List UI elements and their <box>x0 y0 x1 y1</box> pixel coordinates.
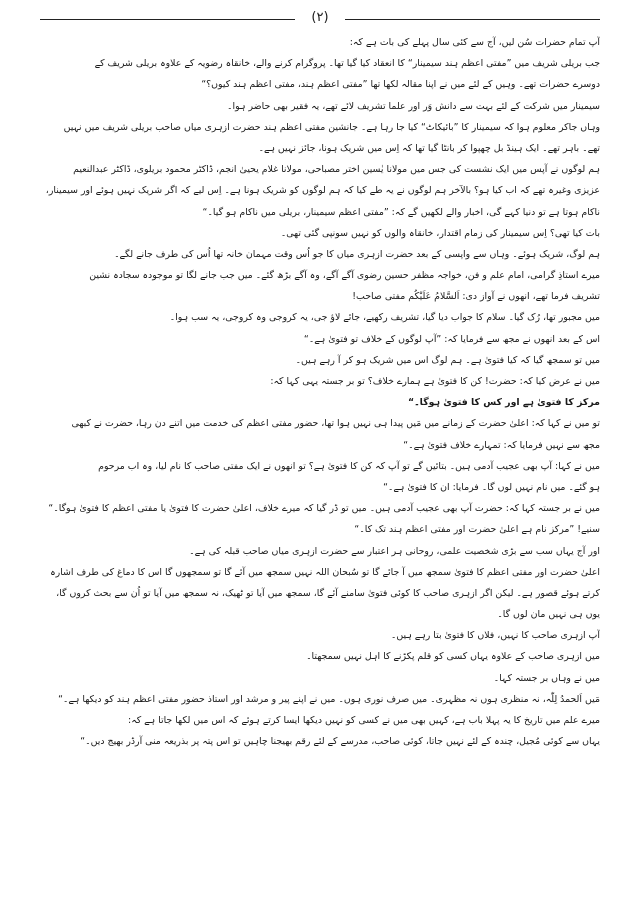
text-line: اس کے بعد انھوں نے مجھ سے فرمایا کہ: ”آپ لوگوں کے خلاف تو فتویٰ ہے۔“ <box>303 333 600 345</box>
text-line: مجھ سے نہیں فرمایا کہ: تمہارے خلاف فتویٰ ہے۔“ <box>403 439 600 451</box>
text-line: کرتے ہوئے قصور ہے۔ لیکن اگر ازہری صاحب کا کوئی فتویٰ سامنے آئے گا، سمجھ میں آیا تو ٹھیک، نہ سمجھ میں آیا تو اُن سے بحث کروں گا، <box>56 587 600 599</box>
text-line: سیمینار میں شرکت کے لئے بہت سے دانش وَر اور علما تشریف لائے تھے، یہ فقیر بھی حاضر ہوا۔ <box>227 100 600 112</box>
text-line: وہاں جاکر معلوم ہوا کہ سیمینار کا ”بائیکاٹ“ کیا جا رہا ہے۔ جانشین مفتی اعظم ہند حضرت ازہری میاں صاحب بریلی شریف میں نہیں <box>63 121 600 133</box>
text-line: یہاں سے کوئی مُجیل، چندہ کے لئے نہیں جاتا، کوئی صاحب، مدرسے کے لئے رقم بھیجنا چاہیں تو اس پتہ پر بذریعہ منی آرڈر بھیج دیں۔“ <box>80 736 600 748</box>
text-line: مَیں اَلحمدُ لِلّٰہ، نہ منظری ہوں نہ مظہری۔ میں صرف نوری ہوں۔ میں نے اپنے پیر و مرشد اور استاذ حضور مفتی اعظم ہند کو دیکھا ہے۔“ <box>58 693 600 705</box>
text-body <box>40 32 600 752</box>
text-line: میرے استاذِ گرامی، امام علم و فن، خواجہ مظفر حسین رضوی آگے آگے، وہ آگے بڑھ گئے۔ میں جب جانے لگا تو موجودہ سجادہ نشین <box>89 270 600 282</box>
text-line: میں نے کہا: آپ بھی عجیب آدمی ہیں۔ بتائیں گے تو آپ کہ کن کا فتویٰ ہے؟ تو انھوں نے ایک مفتی صاحب کا نام لیا، وہ اب مرحوم <box>98 460 600 472</box>
text-line: اعلیٰ حضرت اور مفتی اعظم کا فتویٰ سمجھ میں آ جائے گا تو سُبحان اللہ نہیں سمجھ میں آئے گا تو سمجھوں گا اس کا دماغ کی طرف اشارہ <box>50 566 600 578</box>
text-line: یوں ہی نہیں مان لوں گا۔ <box>497 609 600 621</box>
text-line: بات کیا تھی؟ اِس سیمینار کی زمام اقتدار، خانقاہ والوں کو نہیں سونپی گئی تھی۔ <box>280 227 600 239</box>
text-line: تو میں نے کہا کہ: اعلیٰ حضرت کے زمانے میں مَیں پیدا ہی نہیں ہوا تھا، حضور مفتی اعظم کی خدمت میں اتنے دن رہا، حضرت نے کبھی <box>71 418 600 430</box>
text-line: میں نے بر جستہ کہا کہ: حضرت آپ بھی عجیب آدمی ہیں۔ میں تو ڈر گیا کہ میرے خلاف، اعلیٰ حضرت کا فتویٰ یا مفتی اعظم کا فتویٰ ہوگا۔“ <box>48 503 600 515</box>
page-number: (۲) <box>40 10 600 28</box>
text-line: میں تو سمجھ گیا کہ کیا فتویٰ ہے۔ ہم لوگ اس میں شریک ہو کر آ رہے ہیں۔ <box>295 354 600 366</box>
text-line: آپ تمام حضرات سُن لیں، آج سے کئی سال پہلے کی بات ہے کہ: <box>349 37 600 48</box>
text-line: دوسرے حضرات تھے۔ وہیں کے لئے میں نے اپنا مقالہ لکھا تھا ”مفتی اعظم ہند، مفتی اعظم ہند کیوں؟“ <box>201 79 600 91</box>
text-line: میں نے عرض کیا کہ: حضرت! کن کا فتویٰ ہے ہمارے خلاف؟ تو بر جستہ یہی کہا کہ: <box>270 376 600 387</box>
text-line: جب بریلی شریف میں ”مفتی اعظم ہند سیمینار“ کا انعقاد کیا گیا تھا۔ پروگرام کرنے والے، خانقاہ رضویہ کے علاوہ بریلی شریف کے <box>94 58 600 70</box>
text-line: میں ازہری صاحب کے علاوہ یہاں کسی کو قلم پکڑنے کا اہل نہیں سمجھتا۔ <box>306 651 600 663</box>
text-line: میں مجبور تھا، رُک گیا۔ سلام کا جواب دیا گیا، تشریف رکھیے، جائے لاؤ جی، یہ کروجی وہ کروجی، یہ سب ہوا۔ <box>169 312 600 324</box>
text-line: میں نے وہاں بر جستہ کہا۔ <box>493 672 600 684</box>
text-line: تھے۔ باہر تھے۔ ایک ہینڈ بل چھپوا کر بانٹا گیا تھا کہ اِس میں شریک ہونا، جائز نہیں ہے۔ <box>258 142 600 154</box>
document-page <box>40 10 600 890</box>
text-line: میرے علم میں تاریخ کا یہ پہلا باب ہے، کہیں بھی میں نے کسی کو نہیں دیکھا ایسا کرتے ہوئے کہ اس میں لکھا جاتا ہے کہ: <box>128 715 600 726</box>
text-line: ہم لوگوں نے آپس میں ایک نشست کی جس میں مولانا یٰسین اختر مصباحی، مولانا غلام یحییٰ انجم، ڈاکٹر محمود بریلوی، ڈاکٹر عبدالنعیم <box>73 164 600 176</box>
text-line: ہم لوگ، شریک ہوئے۔ وہاں سے واپسی کے بعد حضرت ازہری میاں کا جو اُس وقت مہمان خانہ تھا اُس کی طرف جانے لگے۔ <box>114 248 600 260</box>
text-line: مرکز کا فتویٰ ہے اور کس کا فتویٰ ہوگا۔“ <box>408 397 600 409</box>
text-line: اور آج یہاں سب سے بڑی شخصیت علمی، روحانی ہر اعتبار سے حضرت ازہری میاں صاحب قبلہ کی ہے۔ <box>189 545 600 557</box>
text-line: سنیے! ”مرکز نام ہے اعلیٰ حضرت اور مفتی اعظم ہند تک کا۔“ <box>354 524 600 536</box>
text-line: ناکام ہوتا ہے تو دنیا کہے گی، اخبار والے لکھیں گے کہ: ”مفتی اعظم سیمینار، بریلی میں ناکام ہو گیا۔“ <box>202 206 600 218</box>
text-line: عزیزی وغیرہ تھے کہ اب کیا ہو؟ بالآخر ہم لوگوں نے یہ طے کیا کہ ہم لوگوں کو شریک ہونا ہے۔ اِس لیے کہ اگر شریک نہیں ہوئے اور سیمینار، <box>45 185 600 197</box>
text-line: آپ ازہری صاحب کا نہیں، فلاں کا فتویٰ بتا رہے ہیں۔ <box>390 630 600 642</box>
text-line: تشریف فرما تھے، انھوں نے آواز دی: اَلسَّلامُ عَلَیْکُم مفتی صاحب! <box>352 291 600 303</box>
text-line: ہو گئے۔ میں نام نہیں لوں گا۔ فرمایا: ان کا فتویٰ ہے۔“ <box>383 481 600 493</box>
